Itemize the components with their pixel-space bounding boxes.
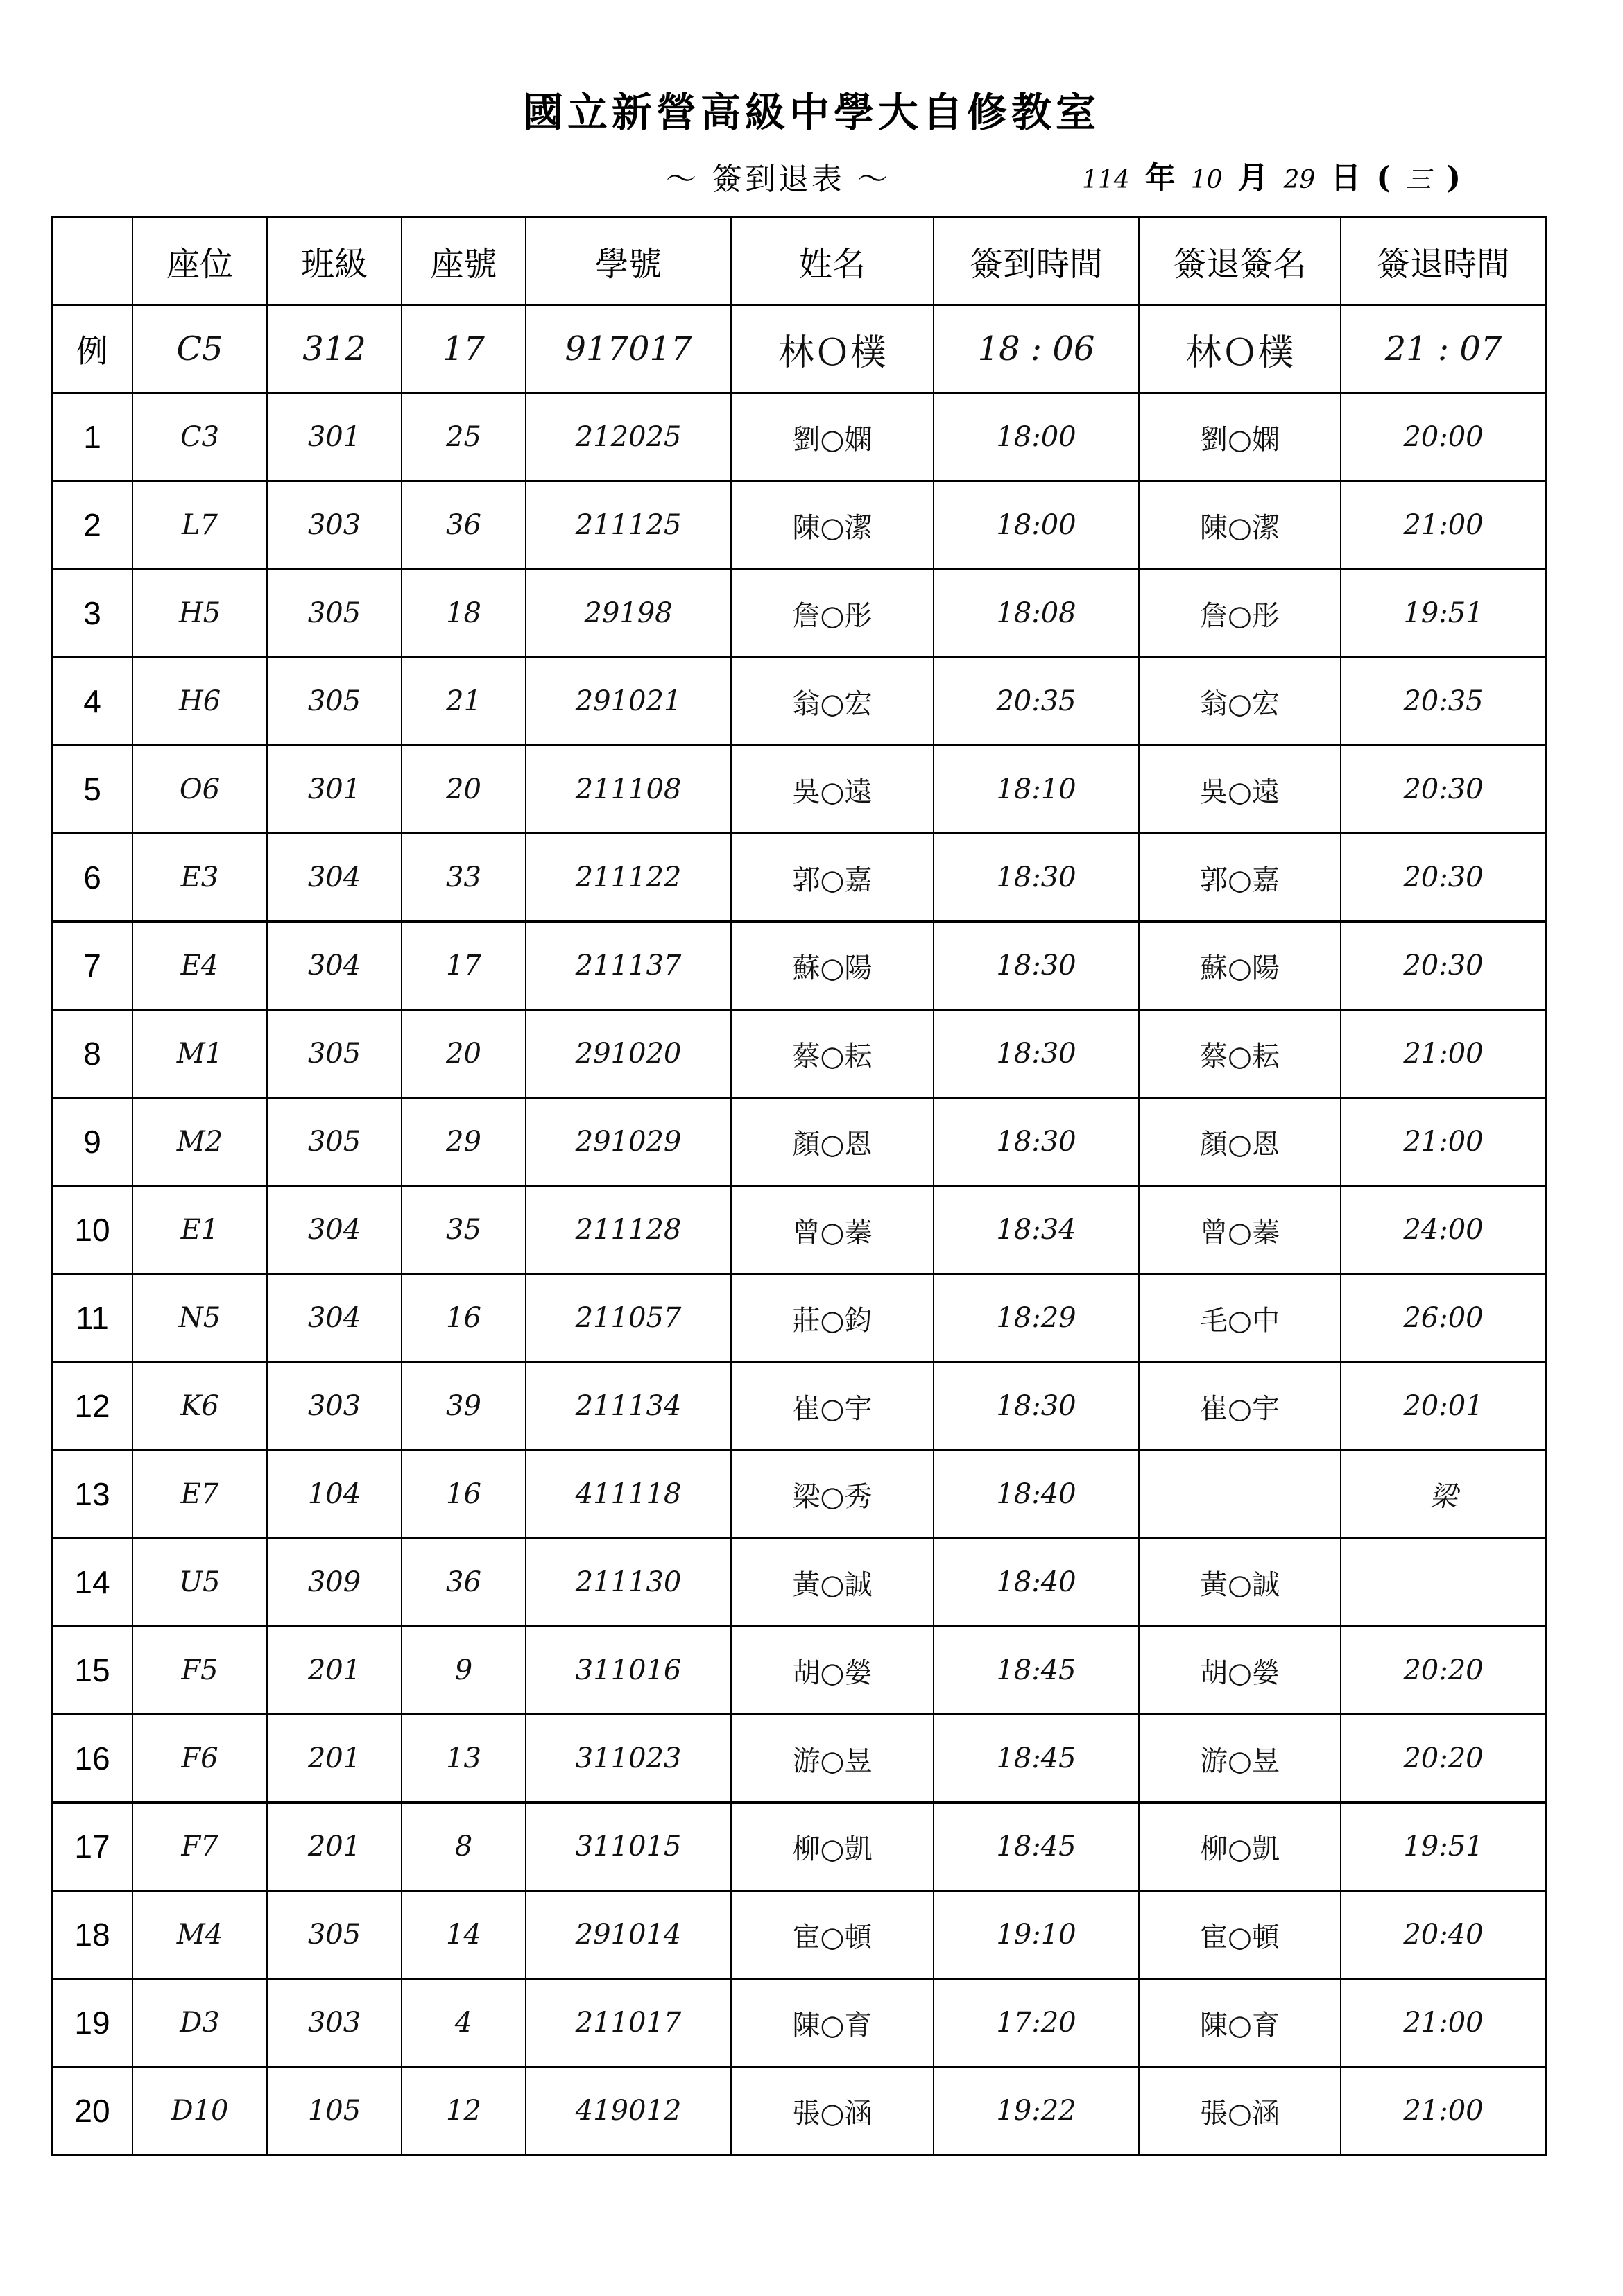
seat-number-cell: 14 xyxy=(402,1891,526,1979)
row-number: 6 xyxy=(52,834,132,922)
seat-cell: E3 xyxy=(132,834,267,922)
name-cell: 黃○誠 xyxy=(731,1539,934,1627)
name-cell: 蘇○陽 xyxy=(731,922,934,1010)
class-cell: 105 xyxy=(267,2067,402,2155)
name-cell: 蔡○耘 xyxy=(731,1010,934,1098)
class-cell: 301 xyxy=(267,393,402,481)
class-cell: 305 xyxy=(267,658,402,746)
sign-out-signature-cell xyxy=(1139,1450,1341,1539)
seat-cell: M4 xyxy=(132,1891,267,1979)
table-row xyxy=(52,393,1546,481)
seat-cell: L7 xyxy=(132,481,267,569)
sign-in-time-cell: 18:30 xyxy=(934,1010,1139,1098)
seat-number-cell: 4 xyxy=(402,1979,526,2067)
student-id-cell: 291029 xyxy=(526,1098,731,1186)
sign-out-signature-cell: 顏○恩 xyxy=(1139,1098,1341,1186)
seat-number-cell: 21 xyxy=(402,658,526,746)
class-cell: 303 xyxy=(267,1979,402,2067)
sign-in-time-cell: 18:40 xyxy=(934,1450,1139,1539)
sign-out-signature-cell: 蘇○陽 xyxy=(1139,922,1341,1010)
class-cell: 305 xyxy=(267,1010,402,1098)
form-subtitle: ～ 簽到退表 ～ xyxy=(666,162,891,197)
example-name: 林Ｏ樸 xyxy=(731,305,934,393)
weekday-close-paren: ) xyxy=(1446,160,1461,196)
student-id-cell: 211125 xyxy=(526,481,731,569)
sign-in-time-cell: 18:45 xyxy=(934,1803,1139,1891)
sign-out-signature-cell: 蔡○耘 xyxy=(1139,1010,1341,1098)
col-header-name: 姓名 xyxy=(731,217,934,305)
sign-out-signature-cell: 陳○潔 xyxy=(1139,481,1341,569)
sign-in-time-cell: 20:35 xyxy=(934,658,1139,746)
seat-cell: E7 xyxy=(132,1450,267,1539)
seat-cell: F7 xyxy=(132,1803,267,1891)
example-seat: C5 xyxy=(132,305,267,393)
col-header-class: 班級 xyxy=(267,217,402,305)
seat-cell: M1 xyxy=(132,1010,267,1098)
seat-cell: E1 xyxy=(132,1186,267,1274)
seat-cell: U5 xyxy=(132,1539,267,1627)
sign-out-time-cell: 19:51 xyxy=(1341,569,1546,658)
seat-cell: K6 xyxy=(132,1362,267,1450)
col-header-index xyxy=(52,217,132,305)
example-sign-out-time: 21 : 07 xyxy=(1341,305,1546,393)
row-number: 5 xyxy=(52,746,132,834)
class-cell: 201 xyxy=(267,1627,402,1715)
student-id-cell: 291020 xyxy=(526,1010,731,1098)
name-cell: 張○涵 xyxy=(731,2067,934,2155)
sign-out-signature-cell: 翁○宏 xyxy=(1139,658,1341,746)
row-number: 17 xyxy=(52,1803,132,1891)
name-cell: 曾○蓁 xyxy=(731,1186,934,1274)
sign-out-signature-cell: 胡○嫈 xyxy=(1139,1627,1341,1715)
sign-out-time-cell: 20:00 xyxy=(1341,393,1546,481)
class-cell: 201 xyxy=(267,1715,402,1803)
sign-in-time-cell: 18:00 xyxy=(934,393,1139,481)
class-cell: 305 xyxy=(267,569,402,658)
sign-in-time-cell: 18:34 xyxy=(934,1186,1139,1274)
sign-out-signature-cell: 柳○凱 xyxy=(1139,1803,1341,1891)
student-id-cell: 211128 xyxy=(526,1186,731,1274)
sign-out-time-cell: 20:30 xyxy=(1341,746,1546,834)
seat-number-cell: 39 xyxy=(402,1362,526,1450)
seat-cell: D3 xyxy=(132,1979,267,2067)
name-cell: 胡○嫈 xyxy=(731,1627,934,1715)
row-number: 15 xyxy=(52,1627,132,1715)
row-number: 13 xyxy=(52,1450,132,1539)
table-row xyxy=(52,1891,1546,1979)
class-cell: 304 xyxy=(267,834,402,922)
seat-number-cell: 9 xyxy=(402,1627,526,1715)
class-cell: 303 xyxy=(267,481,402,569)
row-number: 10 xyxy=(52,1186,132,1274)
example-sign-out-name: 林Ｏ樸 xyxy=(1139,305,1341,393)
student-id-cell: 211137 xyxy=(526,922,731,1010)
student-id-cell: 211108 xyxy=(526,746,731,834)
row-number: 9 xyxy=(52,1098,132,1186)
sign-out-time-cell: 20:30 xyxy=(1341,834,1546,922)
sign-out-time-cell: 21:00 xyxy=(1341,481,1546,569)
student-id-cell: 211130 xyxy=(526,1539,731,1627)
row-number: 2 xyxy=(52,481,132,569)
example-sign-in-time: 18 : 06 xyxy=(934,305,1139,393)
student-id-cell: 311015 xyxy=(526,1803,731,1891)
example-label: 例 xyxy=(52,305,132,393)
student-id-cell: 311023 xyxy=(526,1715,731,1803)
col-header-sign-out-signature: 簽退簽名 xyxy=(1139,217,1341,305)
table-row xyxy=(52,1362,1546,1450)
example-row xyxy=(52,305,1546,393)
seat-number-cell: 12 xyxy=(402,2067,526,2155)
name-cell: 詹○彤 xyxy=(731,569,934,658)
date-weekday: 三 xyxy=(1406,166,1432,194)
table-row xyxy=(52,834,1546,922)
seat-cell: N5 xyxy=(132,1274,267,1362)
seat-number-cell: 20 xyxy=(402,746,526,834)
table-row xyxy=(52,1539,1546,1627)
sign-out-time-cell: 20:30 xyxy=(1341,922,1546,1010)
seat-number-cell: 33 xyxy=(402,834,526,922)
row-number: 7 xyxy=(52,922,132,1010)
seat-number-cell: 36 xyxy=(402,481,526,569)
date-day: 29 xyxy=(1283,166,1316,194)
sign-out-signature-cell: 黃○誠 xyxy=(1139,1539,1341,1627)
seat-cell: E4 xyxy=(132,922,267,1010)
class-cell: 304 xyxy=(267,1186,402,1274)
sign-out-time-cell xyxy=(1341,1539,1546,1627)
table-row xyxy=(52,481,1546,569)
col-header-seat-number: 座號 xyxy=(402,217,526,305)
sign-out-signature-cell: 張○涵 xyxy=(1139,2067,1341,2155)
seat-number-cell: 8 xyxy=(402,1803,526,1891)
sign-in-out-table xyxy=(51,216,1547,2156)
col-header-seat: 座位 xyxy=(132,217,267,305)
sign-out-time-cell: 20:01 xyxy=(1341,1362,1546,1450)
class-cell: 201 xyxy=(267,1803,402,1891)
name-cell: 劉○嫻 xyxy=(731,393,934,481)
sign-out-time-cell: 20:40 xyxy=(1341,1891,1546,1979)
seat-number-cell: 20 xyxy=(402,1010,526,1098)
sign-out-time-cell: 20:20 xyxy=(1341,1627,1546,1715)
student-id-cell: 291014 xyxy=(526,1891,731,1979)
sign-in-time-cell: 19:10 xyxy=(934,1891,1139,1979)
example-number: 17 xyxy=(402,305,526,393)
table-row xyxy=(52,1450,1546,1539)
sign-in-time-cell: 18:08 xyxy=(934,569,1139,658)
sign-out-signature-cell: 劉○嫻 xyxy=(1139,393,1341,481)
name-cell: 莊○鈞 xyxy=(731,1274,934,1362)
date-year: 114 xyxy=(1082,166,1130,194)
name-cell: 柳○凱 xyxy=(731,1803,934,1891)
row-number: 14 xyxy=(52,1539,132,1627)
table-row xyxy=(52,1627,1546,1715)
sign-out-time-cell: 24:00 xyxy=(1341,1186,1546,1274)
sign-in-time-cell: 18:30 xyxy=(934,1098,1139,1186)
table-row xyxy=(52,1186,1546,1274)
sign-out-time-cell: 21:00 xyxy=(1341,1979,1546,2067)
seat-number-cell: 16 xyxy=(402,1274,526,1362)
table-row xyxy=(52,1274,1546,1362)
table-row xyxy=(52,1010,1546,1098)
seat-number-cell: 17 xyxy=(402,922,526,1010)
table-row xyxy=(52,922,1546,1010)
sign-out-signature-cell: 游○昱 xyxy=(1139,1715,1341,1803)
student-id-cell: 419012 xyxy=(526,2067,731,2155)
student-id-cell: 212025 xyxy=(526,393,731,481)
sign-in-time-cell: 18:30 xyxy=(934,834,1139,922)
sign-in-time-cell: 18:29 xyxy=(934,1274,1139,1362)
seat-cell: H5 xyxy=(132,569,267,658)
name-cell: 翁○宏 xyxy=(731,658,934,746)
seat-cell: M2 xyxy=(132,1098,267,1186)
class-cell: 304 xyxy=(267,922,402,1010)
sign-out-time-cell: 20:20 xyxy=(1341,1715,1546,1803)
name-cell: 游○昱 xyxy=(731,1715,934,1803)
student-id-cell: 211057 xyxy=(526,1274,731,1362)
row-number: 12 xyxy=(52,1362,132,1450)
class-cell: 305 xyxy=(267,1098,402,1186)
name-cell: 梁○秀 xyxy=(731,1450,934,1539)
student-id-cell: 211134 xyxy=(526,1362,731,1450)
table-row xyxy=(52,1803,1546,1891)
table-header-row xyxy=(52,217,1546,305)
date-month: 10 xyxy=(1190,166,1223,194)
seat-number-cell: 35 xyxy=(402,1186,526,1274)
row-number: 3 xyxy=(52,569,132,658)
table-row xyxy=(52,1098,1546,1186)
student-id-cell: 291021 xyxy=(526,658,731,746)
sign-out-time-cell: 20:35 xyxy=(1341,658,1546,746)
sign-out-signature-cell: 吳○遠 xyxy=(1139,746,1341,834)
example-student-id: 917017 xyxy=(526,305,731,393)
weekday-open-paren: ( xyxy=(1376,160,1391,196)
class-cell: 301 xyxy=(267,746,402,834)
sign-in-time-cell: 18:40 xyxy=(934,1539,1139,1627)
row-number: 8 xyxy=(52,1010,132,1098)
seat-number-cell: 25 xyxy=(402,393,526,481)
seat-cell: F6 xyxy=(132,1715,267,1803)
name-cell: 陳○育 xyxy=(731,1979,934,2067)
table-row xyxy=(52,569,1546,658)
seat-number-cell: 16 xyxy=(402,1450,526,1539)
name-cell: 郭○嘉 xyxy=(731,834,934,922)
table-row xyxy=(52,1979,1546,2067)
date-day-label: 日 xyxy=(1330,160,1362,196)
seat-cell: C3 xyxy=(132,393,267,481)
name-cell: 吳○遠 xyxy=(731,746,934,834)
name-cell: 崔○宇 xyxy=(731,1362,934,1450)
seat-number-cell: 18 xyxy=(402,569,526,658)
student-id-cell: 411118 xyxy=(526,1450,731,1539)
sign-in-time-cell: 18:00 xyxy=(934,481,1139,569)
sign-out-time-cell: 21:00 xyxy=(1341,1098,1546,1186)
sign-out-signature-cell: 崔○宇 xyxy=(1139,1362,1341,1450)
class-cell: 303 xyxy=(267,1362,402,1450)
sign-in-time-cell: 19:22 xyxy=(934,2067,1139,2155)
sign-out-signature-cell: 詹○彤 xyxy=(1139,569,1341,658)
sign-out-time-cell: 26:00 xyxy=(1341,1274,1546,1362)
row-number: 18 xyxy=(52,1891,132,1979)
row-number: 20 xyxy=(52,2067,132,2155)
sign-in-time-cell: 18:30 xyxy=(934,1362,1139,1450)
page-title: 國立新營高級中學大自修教室 xyxy=(522,89,1100,136)
col-header-sign-in-time: 簽到時間 xyxy=(934,217,1139,305)
sign-out-signature-cell: 毛○中 xyxy=(1139,1274,1341,1362)
sign-out-time-cell: 21:00 xyxy=(1341,1010,1546,1098)
class-cell: 104 xyxy=(267,1450,402,1539)
seat-number-cell: 36 xyxy=(402,1539,526,1627)
table-row xyxy=(52,746,1546,834)
row-number: 1 xyxy=(52,393,132,481)
sign-in-time-cell: 18:45 xyxy=(934,1715,1139,1803)
seat-number-cell: 13 xyxy=(402,1715,526,1803)
sign-in-time-cell: 18:30 xyxy=(934,922,1139,1010)
student-id-cell: 29198 xyxy=(526,569,731,658)
sign-in-time-cell: 18:45 xyxy=(934,1627,1139,1715)
seat-cell: F5 xyxy=(132,1627,267,1715)
name-cell: 陳○潔 xyxy=(731,481,934,569)
sign-out-signature-cell: 郭○嘉 xyxy=(1139,834,1341,922)
row-number: 4 xyxy=(52,658,132,746)
class-cell: 304 xyxy=(267,1274,402,1362)
col-header-student-id: 學號 xyxy=(526,217,731,305)
sign-out-signature-cell: 宦○頓 xyxy=(1139,1891,1341,1979)
row-number: 19 xyxy=(52,1979,132,2067)
seat-cell: D10 xyxy=(132,2067,267,2155)
sign-out-time-cell: 21:00 xyxy=(1341,2067,1546,2155)
date-month-label: 月 xyxy=(1237,160,1269,196)
sign-out-signature-cell: 曾○蓁 xyxy=(1139,1186,1341,1274)
col-header-sign-out-time: 簽退時間 xyxy=(1341,217,1546,305)
name-cell: 顏○恩 xyxy=(731,1098,934,1186)
sign-out-signature-cell: 陳○育 xyxy=(1139,1979,1341,2067)
class-cell: 305 xyxy=(267,1891,402,1979)
table-row xyxy=(52,1715,1546,1803)
sign-out-time-cell: 19:51 xyxy=(1341,1803,1546,1891)
date-year-label: 年 xyxy=(1144,160,1176,196)
sign-in-time-cell: 17:20 xyxy=(934,1979,1139,2067)
student-id-cell: 211122 xyxy=(526,834,731,922)
example-class: 312 xyxy=(267,305,402,393)
form-date xyxy=(1082,153,1461,197)
table-row xyxy=(52,658,1546,746)
sign-in-time-cell: 18:10 xyxy=(934,746,1139,834)
row-number: 16 xyxy=(52,1715,132,1803)
student-id-cell: 311016 xyxy=(526,1627,731,1715)
row-number: 11 xyxy=(52,1274,132,1362)
class-cell: 309 xyxy=(267,1539,402,1627)
student-id-cell: 211017 xyxy=(526,1979,731,2067)
seat-cell: H6 xyxy=(132,658,267,746)
table-row xyxy=(52,2067,1546,2155)
name-cell: 宦○頓 xyxy=(731,1891,934,1979)
seat-cell: O6 xyxy=(132,746,267,834)
seat-number-cell: 29 xyxy=(402,1098,526,1186)
sign-out-time-cell: 梁 xyxy=(1341,1450,1546,1539)
